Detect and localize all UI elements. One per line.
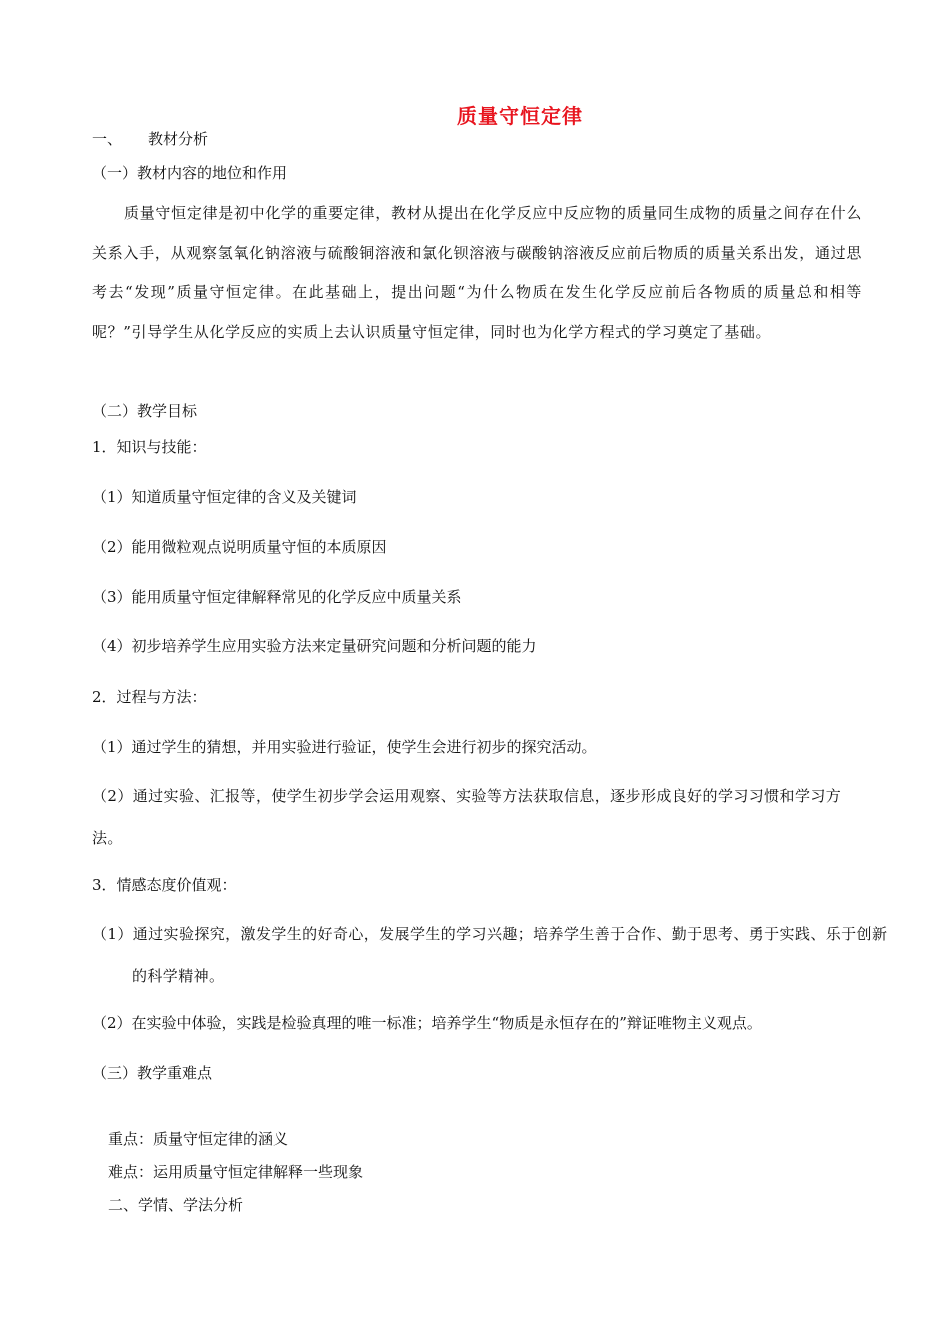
subsection-heading-3: （三）教学重难点 [92,1064,213,1082]
paragraph-position-role: 质量守恒定律是初中化学的重要定律，教材从提出在化学反应中反应物的质量同生成物的质量之间存在什么关系入手，从观察氢氧化钠溶液与硫酸铜溶液和氯化钡溶液与碳酸钠溶液反应前后物质的质量关系出发，通过思考去“发现”质量守恒定律。在此基础上，提出问题“为什么物质在发生化学反应前后各物质的质量总和相等呢？”引导学生从化学反应的实质上去认识质量守恒定律，同时也为化学方程式的学习奠定了基础。 [92,204,862,341]
goal-item: （4）初步培养学生应用实验方法来定量研究问题和分析问题的能力 [92,637,537,655]
goal-item: （2）能用微粒观点说明质量守恒的本质原因 [92,538,387,556]
goal-item: （1）通过学生的猜想，并用实验进行验证，使学生会进行初步的探究活动。 [92,738,597,756]
goal-item: （1）知道质量守恒定律的含义及关键词 [92,488,357,506]
goal-heading-knowledge: 1．知识与技能： [92,438,207,456]
goal-item: （2）在实验中体验，实践是检验真理的唯一标准；培养学生“物质是永恒存在的”辩证唯物主义观点。 [92,1014,762,1032]
section-heading-2: 二、学情、学法分析 [108,1196,244,1214]
section-heading-1 [92,128,208,149]
goal-item: （3）能用质量守恒定律解释常见的化学反应中质量关系 [92,588,462,606]
goal-heading-emotion: 3．情感态度价值观： [92,876,237,894]
goal-item: （1）通过实验探究，激发学生的好奇心，发展学生的学习兴趣；培养学生善于合作、勤于思考、勇于实践、乐于创新的科学精神。 [92,925,888,985]
goal-heading-process: 2．过程与方法： [92,688,207,706]
goal-item: （2）通过实验、汇报等，使学生初步学会运用观察、实验等方法获取信息，逐步形成良好的学习习惯和学习方法。 [92,787,842,847]
subsection-heading-2: （二）教学目标 [92,402,198,420]
key-point: 重点：质量守恒定律的涵义 [108,1130,289,1148]
difficult-point: 难点：运用质量守恒定律解释一些现象 [108,1163,364,1181]
section-number: 一、 [92,130,123,148]
section-label: 教材分析 [148,130,209,148]
document-title: 质量守恒定律 [457,104,583,128]
subsection-heading-1: （一）教材内容的地位和作用 [92,164,288,182]
